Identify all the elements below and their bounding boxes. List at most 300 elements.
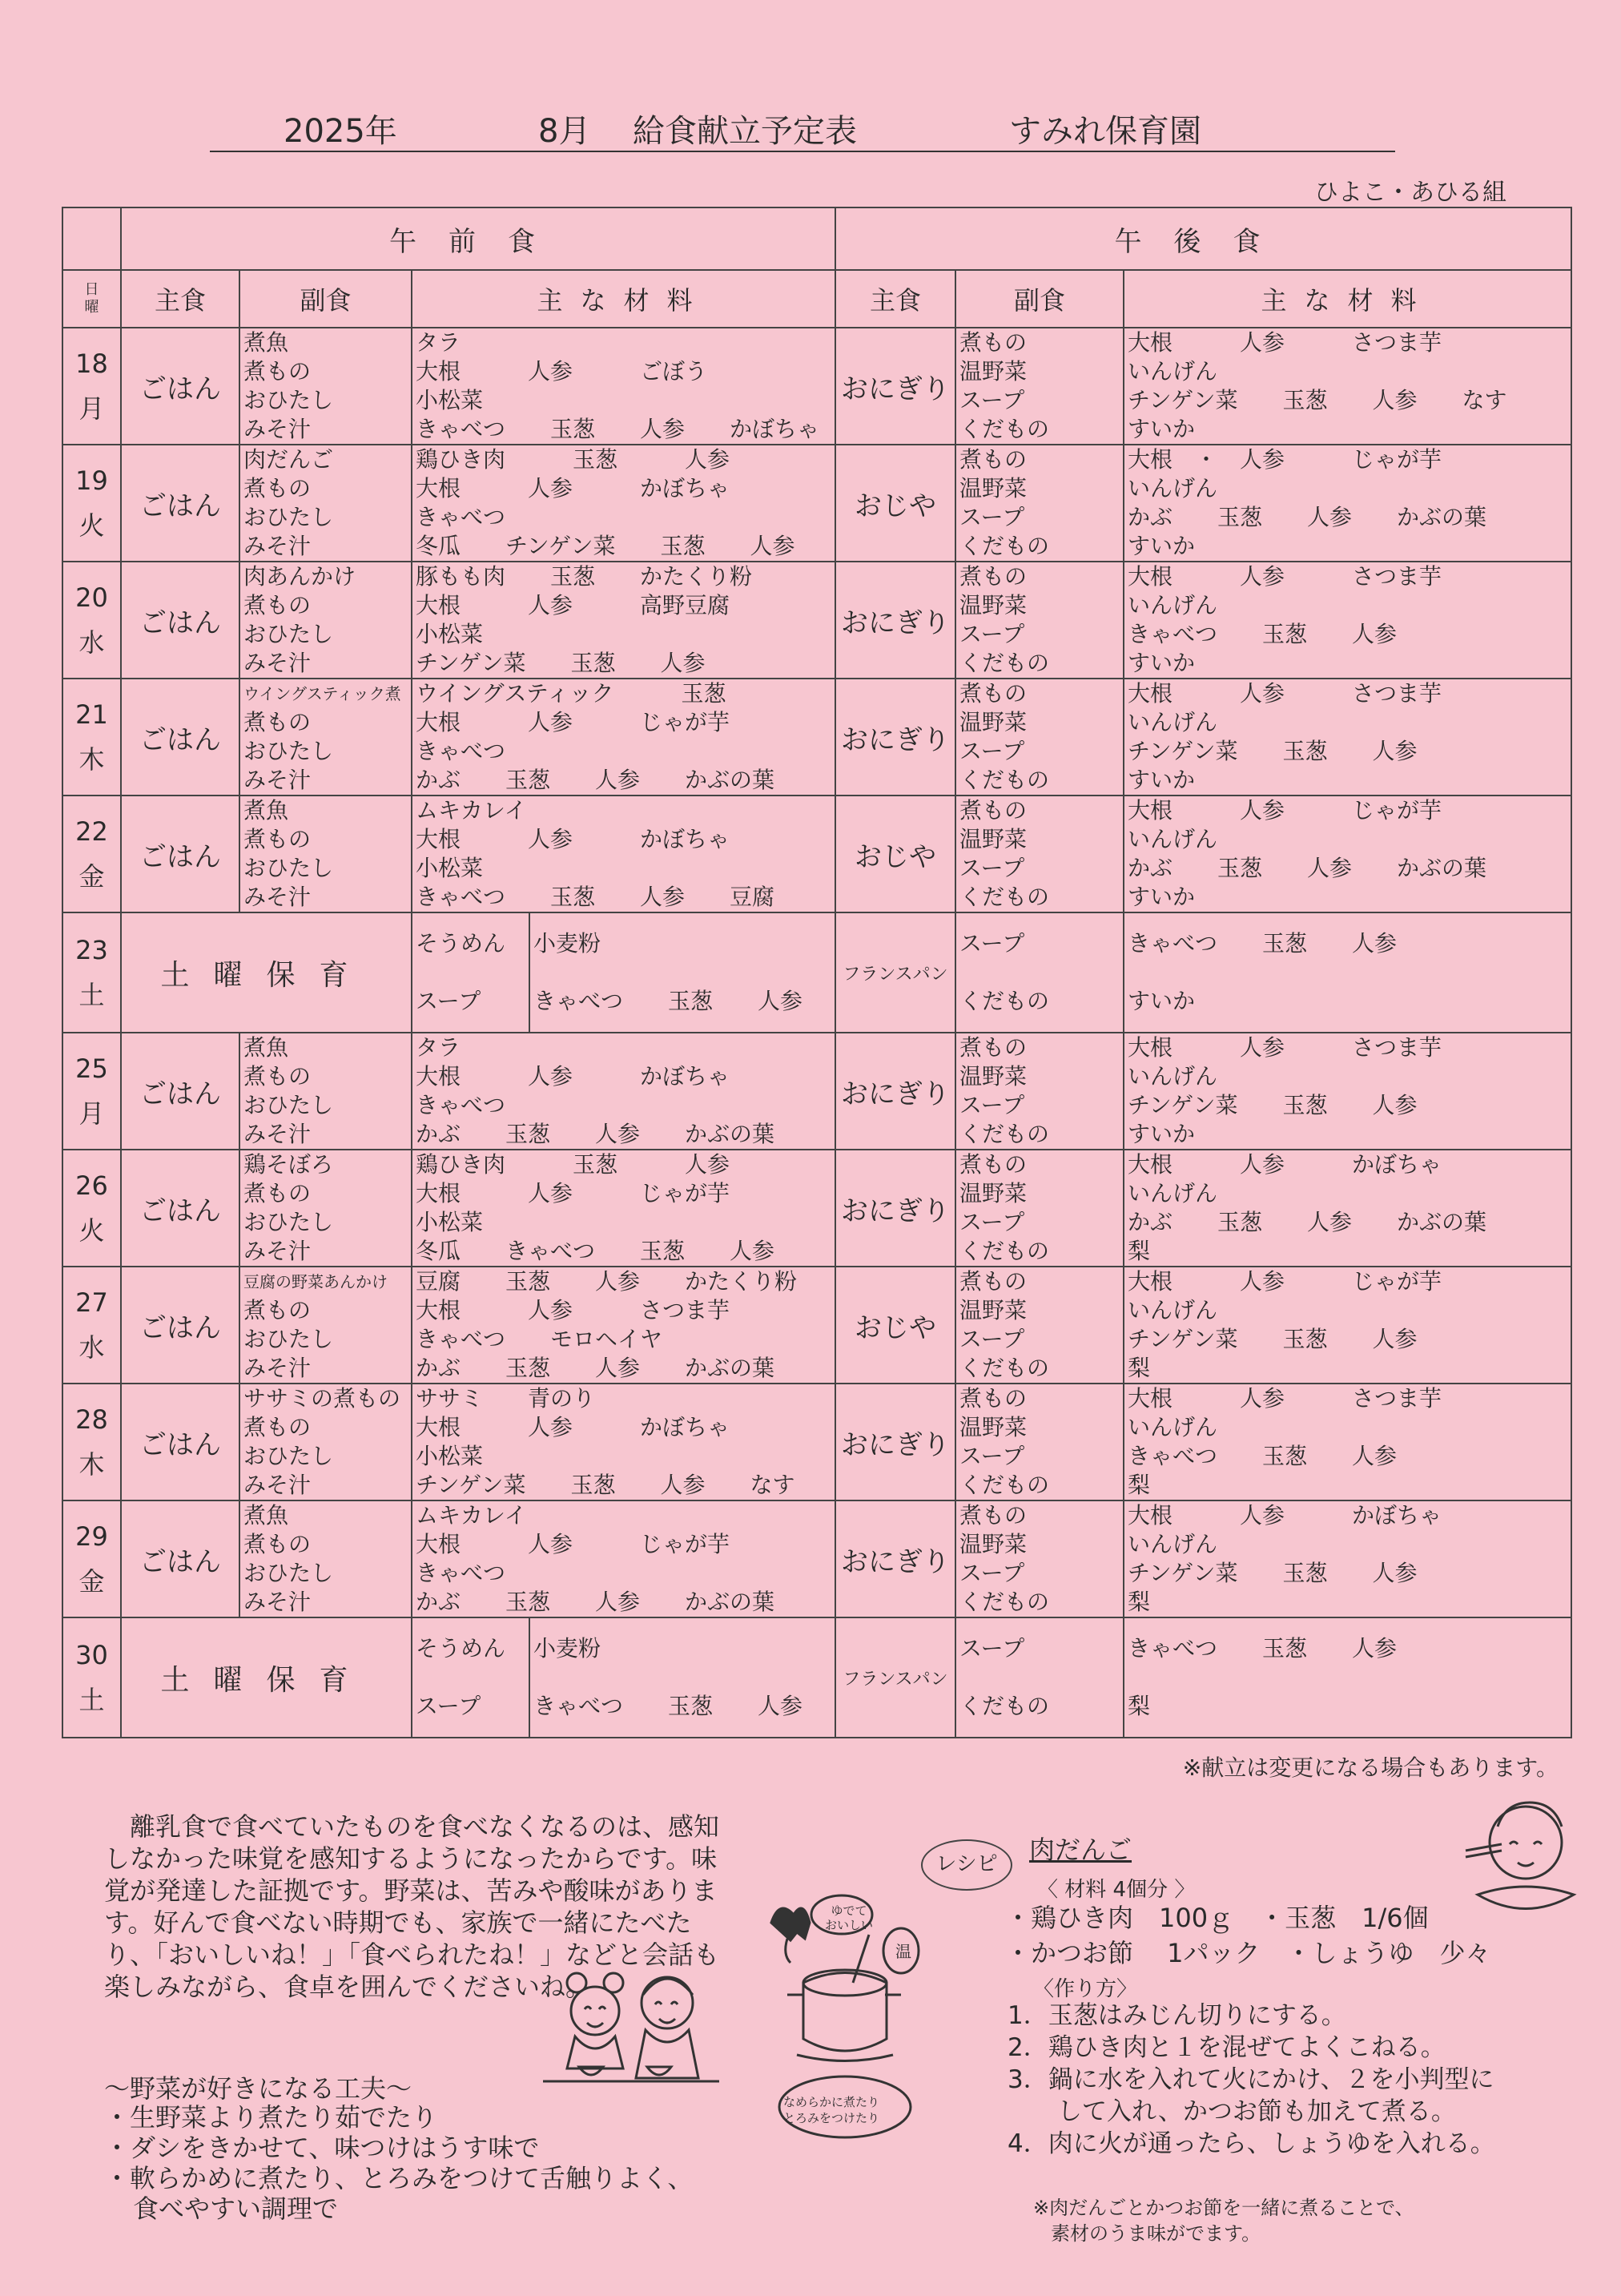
side-dish: 煮もの [243, 358, 312, 385]
side-dish: 煮もの [243, 709, 312, 735]
ingredient-line: 大根 人参 かぼちゃ [1128, 1502, 1442, 1529]
side-dish: スープ [959, 1443, 1025, 1469]
am-staple: ごはん [121, 1384, 239, 1500]
am-ingredients [412, 1384, 835, 1500]
table-row [62, 912, 1571, 1033]
ingredient-line: タラ [416, 329, 461, 356]
side-dish: 煮もの [243, 1297, 312, 1323]
spacer [1128, 960, 1567, 985]
side-dish: 温野菜 [959, 826, 1028, 852]
am-ingredients [412, 1267, 835, 1384]
ingredient-line: きゃべつ 玉葱 人参 かぼちゃ [416, 416, 820, 442]
table-row [62, 562, 1571, 679]
ingredient-line: すいか [1128, 767, 1196, 793]
side-dish: 煮魚 [243, 1502, 289, 1529]
recipe-method-label: 〈作り方〉 [1033, 1977, 1138, 2001]
ingredient-line: 大根 人参 かぼちゃ [416, 475, 730, 501]
saturday-items [412, 912, 529, 1033]
side-dish: スープ [959, 1326, 1025, 1352]
side-dish: スープ [959, 855, 1025, 881]
ingredient-line: 大根 人参 じゃが芋 [1128, 1268, 1442, 1295]
day-header-bottom: 曜 [84, 299, 99, 316]
pm-side-header: 副食 [955, 270, 1124, 328]
tip-item-continued: 食べやすい調理で [133, 2193, 339, 2224]
side-dish: スープ [959, 930, 1025, 957]
am-staple: ごはん [121, 1150, 239, 1267]
day-of-week: 土 [78, 1685, 105, 1715]
ingredient-line: 小松菜 [416, 855, 484, 881]
menu-table [62, 207, 1572, 1738]
pm-staple: フランスパン [835, 1617, 955, 1738]
side-dish: 煮もの [959, 446, 1028, 473]
day-of-week: 土 [78, 980, 105, 1010]
am-sides [239, 1150, 412, 1267]
ingredient-line: いんげん [1128, 475, 1218, 501]
pm-sides [955, 1267, 1124, 1384]
am-side-header: 副食 [239, 270, 412, 328]
side-dish: 煮魚 [243, 329, 289, 356]
side-dish: 煮もの [959, 329, 1028, 356]
bubble-text-smooth: なめらかに煮たり とろみをつけたり [783, 2095, 880, 2125]
ingredient-line: 豚もも肉 玉葱 かたくり粉 [416, 563, 753, 590]
ingredient-line: 梨 [1128, 1693, 1151, 1719]
date-cell [62, 1267, 121, 1384]
side-dish: くだもの [959, 988, 1050, 1014]
menu-item: スープ [416, 1693, 481, 1719]
day-of-week: 木 [78, 744, 105, 775]
spacer [416, 1665, 525, 1690]
table-row [62, 1150, 1571, 1267]
side-dish: おひたし [243, 1209, 334, 1235]
ingredient-line: 小麦粉 [533, 1635, 601, 1662]
side-dish: みそ汁 [243, 1121, 312, 1147]
ingredient-line: きゃべつ 玉葱 人参 [1128, 621, 1398, 647]
ingredient-line: すいか [1128, 650, 1196, 676]
pm-staple: おにぎり [835, 679, 955, 796]
side-dish: おひたし [243, 1443, 334, 1469]
ingredient-line: 小麦粉 [533, 930, 601, 957]
ingredient-line: きゃべつ 玉葱 人参 [533, 1693, 803, 1719]
pm-sides [955, 1384, 1124, 1500]
table-row [62, 445, 1571, 562]
am-ingredients [412, 1150, 835, 1267]
pm-staple: おにぎり [835, 1150, 955, 1267]
ingredient-line: 梨 [1128, 1472, 1151, 1498]
side-dish: 煮もの [959, 1502, 1028, 1529]
side-dish: くだもの [959, 884, 1050, 910]
recipe-note-line: ※肉だんごとかつお節を一緒に煮ることで、 [1033, 2197, 1414, 2219]
ingredient-line: いんげん [1128, 826, 1218, 852]
bubble-text-warm: 温 [895, 1942, 911, 1961]
ingredient-line: いんげん [1128, 592, 1218, 618]
side-dish: みそ汁 [243, 767, 312, 793]
ingredient-line: 大根 人参 じゃが芋 [416, 709, 730, 735]
am-ingredients [412, 1500, 835, 1617]
side-dish: くだもの [959, 1589, 1050, 1615]
pm-ingredients [1124, 328, 1571, 445]
pm-ingredients [1124, 796, 1571, 912]
pm-ingredients [1124, 1033, 1571, 1150]
pm-staple: おにぎり [835, 1384, 955, 1500]
ingredient-line: チンゲン菜 玉葱 人参 [1128, 1326, 1418, 1352]
ingredient-line: きゃべつ [416, 1560, 506, 1586]
side-dish: 煮もの [959, 680, 1028, 707]
date-cell [62, 328, 121, 445]
pm-staple: おにぎり [835, 328, 955, 445]
pm-header: 午後食 [835, 207, 1571, 270]
side-dish: 煮魚 [243, 1034, 289, 1061]
ingredient-line: いんげん [1128, 1297, 1218, 1323]
am-sides [239, 1384, 412, 1500]
pm-staple: おじや [835, 1267, 955, 1384]
side-dish: 煮もの [243, 592, 312, 618]
change-note: ※献立は変更になる場合もあります。 [1182, 1754, 1559, 1781]
recipe-title: 肉だんご [1029, 1835, 1132, 1865]
ingredient-line: いんげん [1128, 1180, 1218, 1206]
ingredient-line: 大根 ・ 人参 じゃが芋 [1128, 446, 1442, 473]
ingredient-line: 大根 人参 高野豆腐 [416, 592, 730, 618]
pm-sides [955, 328, 1124, 445]
ingredient-line: 大根 人参 かぼちゃ [416, 1063, 730, 1090]
date-number: 20 [75, 582, 108, 613]
menu-item: そうめん [416, 1635, 506, 1662]
date-number: 25 [75, 1053, 108, 1084]
ingredient-line: タラ [416, 1034, 461, 1061]
ingredient-line: 大根 人参 じゃが芋 [416, 1531, 730, 1557]
pm-ingredients [1124, 1150, 1571, 1267]
am-staple: ごはん [121, 445, 239, 562]
ingredient-line: きゃべつ [416, 1092, 506, 1118]
pm-sides [955, 1033, 1124, 1150]
ingredient-line: 大根 人参 さつま芋 [1128, 329, 1442, 356]
side-dish: みそ汁 [243, 416, 312, 442]
am-sides [239, 445, 412, 562]
side-dish: 煮もの [243, 1414, 312, 1440]
side-dish: 温野菜 [959, 1180, 1028, 1206]
day-of-week: 月 [78, 393, 105, 424]
ingredient-line: 小松菜 [416, 1209, 484, 1235]
side-dish: くだもの [959, 767, 1050, 793]
side-dish: ササミの煮もの [243, 1385, 401, 1412]
side-dish: くだもの [959, 650, 1050, 676]
recipe-ingredients [1005, 1900, 1491, 1971]
side-dish: おひたし [243, 504, 334, 530]
ingredient-line: ササミ 青のり [416, 1385, 596, 1412]
column-paragraph: 離乳食で食べていたものを食べなくなるのは、感知しなかった味覚を感知するようになったからです。味覚が発達した証拠です。野菜は、苦みや酸味があります。好んで食べない時期でも、家族で一緒にたべたり、「おいしいね！」「食べられたね！」などと会話も楽しみながら、食卓を囲んでくださいね。 [104, 1811, 720, 2002]
am-ingredients [412, 328, 835, 445]
ingredient-line: チンゲン菜 玉葱 人参 なす [1128, 387, 1507, 413]
am-staple-header: 主食 [121, 270, 239, 328]
side-dish: みそ汁 [243, 533, 312, 559]
side-dish: 豆腐の野菜あんかけ [243, 1272, 388, 1291]
recipe-step-continued: して入れ、かつお節も加えて煮る。 [1057, 2097, 1456, 2126]
side-dish: スープ [959, 504, 1025, 530]
pm-ingredients [1124, 1617, 1571, 1738]
am-ingredients [412, 679, 835, 796]
day-header [62, 270, 121, 328]
table-row [62, 679, 1571, 796]
ingredient-line: かぶ 玉葱 人参 かぶの葉 [416, 767, 775, 793]
ingredient-line: かぶ 玉葱 人参 かぶの葉 [1128, 855, 1487, 881]
day-of-week: 火 [78, 510, 105, 541]
ingredient-line: 冬瓜 きゃべつ 玉葱 人参 [416, 1238, 775, 1264]
recipe-ingredient-line: ・かつお節 1パック ・しょうゆ 少々 [1005, 1938, 1491, 1968]
side-dish: 温野菜 [959, 1297, 1028, 1323]
ingredient-line: 大根 人参 かぼちゃ [1128, 1151, 1442, 1178]
side-dish: ウイングスティック煮 [243, 684, 401, 703]
spacer [416, 960, 525, 985]
table-row [62, 1500, 1571, 1617]
date-number: 26 [75, 1170, 108, 1201]
ingredient-line: 大根 人参 かぼちゃ [416, 826, 730, 852]
day-of-week: 水 [78, 1332, 105, 1363]
tip-item: ・軟らかめに煮たり、とろみをつけて舌触りよく、 [104, 2163, 694, 2193]
pm-ingredients [1124, 445, 1571, 562]
side-dish: 肉あんかけ [243, 563, 356, 590]
table-row [62, 1384, 1571, 1500]
am-sides [239, 1033, 412, 1150]
am-staple: ごはん [121, 1500, 239, 1617]
ingredient-line: かぶ 玉葱 人参 かぶの葉 [1128, 1209, 1487, 1235]
date-cell [62, 912, 121, 1033]
title-month: 8月 [538, 113, 591, 150]
ingredient-line: 梨 [1128, 1589, 1151, 1615]
tip-item: ・生野菜より煮たり茹でたり [104, 2102, 438, 2133]
date-cell [62, 1617, 121, 1738]
ingredient-line: 大根 人参 かぼちゃ [416, 1414, 730, 1440]
ingredient-line: ムキカレイ [416, 1502, 527, 1529]
date-cell [62, 1033, 121, 1150]
am-ingredients [412, 562, 835, 679]
date-cell [62, 1500, 121, 1617]
ingredient-line: かぶ 玉葱 人参 かぶの葉 [1128, 504, 1487, 530]
spacer [533, 960, 831, 985]
side-dish: くだもの [959, 1472, 1050, 1498]
am-ingredients [412, 1033, 835, 1150]
side-dish: みそ汁 [243, 1355, 312, 1381]
side-dish: スープ [959, 1560, 1025, 1586]
ingredient-line: 大根 人参 じゃが芋 [1128, 797, 1442, 824]
side-dish: 煮もの [243, 475, 312, 501]
ingredient-line: 大根 人参 さつま芋 [416, 1297, 730, 1323]
side-dish: おひたし [243, 621, 334, 647]
children-eating-illustration [535, 1947, 727, 2131]
ingredient-line: いんげん [1128, 1414, 1218, 1440]
date-number: 19 [75, 465, 108, 496]
pm-ingredients [1124, 562, 1571, 679]
spacer [959, 960, 1120, 985]
am-ingredients-header: 主な材料 [412, 270, 835, 328]
tip-item: ・ダシをきかせて、味つけはうす味で [104, 2133, 540, 2163]
date-number: 21 [75, 699, 108, 730]
ingredient-line: きゃべつ 玉葱 人参 [1128, 1635, 1398, 1662]
side-dish: くだもの [959, 416, 1050, 442]
side-dish: みそ汁 [243, 1238, 312, 1264]
bubble-text-boiled: ゆでて おいしい [825, 1903, 874, 1932]
pm-sides [955, 562, 1124, 679]
pm-sides [955, 1150, 1124, 1267]
date-cell [62, 445, 121, 562]
side-dish: おひたし [243, 1092, 334, 1118]
am-staple: ごはん [121, 562, 239, 679]
side-dish: スープ [959, 738, 1025, 764]
day-of-week: 木 [78, 1449, 105, 1480]
pm-staple: フランスパン [835, 912, 955, 1033]
date-cell [62, 679, 121, 796]
ingredient-line: かぶ 玉葱 人参 かぶの葉 [416, 1589, 775, 1615]
side-dish: スープ [959, 1635, 1025, 1662]
ingredient-line: きゃべつ 玉葱 人参 [533, 988, 803, 1014]
side-dish: 温野菜 [959, 1414, 1028, 1440]
ingredient-line: すいか [1128, 1121, 1196, 1147]
day-of-week: 水 [78, 627, 105, 658]
side-dish: くだもの [959, 1355, 1050, 1381]
side-dish: 温野菜 [959, 358, 1028, 385]
ingredient-line: きゃべつ モロヘイヤ [416, 1326, 663, 1352]
ingredient-line: 小松菜 [416, 387, 484, 413]
recipe-ingredient-line: ・鶏ひき肉 100ｇ ・玉葱 1/6個 [1005, 1903, 1429, 1933]
header-blank [62, 207, 121, 270]
ingredient-line: きゃべつ [416, 738, 506, 764]
menu-item: スープ [416, 988, 481, 1014]
ingredient-line: いんげん [1128, 1063, 1218, 1090]
ingredient-line: すいか [1128, 988, 1196, 1014]
ingredient-line: チンゲン菜 玉葱 人参 なす [416, 1472, 795, 1498]
ingredient-line: いんげん [1128, 1531, 1218, 1557]
side-dish: スープ [959, 621, 1025, 647]
school-name: すみれ保育園 [1009, 113, 1201, 150]
pm-ingredients [1124, 1500, 1571, 1617]
am-staple: ごはん [121, 796, 239, 912]
date-number: 22 [75, 816, 108, 847]
side-dish: 鶏そぼろ [243, 1151, 334, 1178]
pm-ingredients [1124, 679, 1571, 796]
spacer [1128, 1665, 1567, 1690]
side-dish: 煮もの [243, 826, 312, 852]
date-number: 30 [75, 1640, 108, 1670]
side-dish: スープ [959, 1209, 1025, 1235]
pm-sides [955, 912, 1124, 1033]
side-dish: くだもの [959, 1238, 1050, 1264]
side-dish: 温野菜 [959, 592, 1028, 618]
pm-staple: おにぎり [835, 1033, 955, 1150]
page-title: 給食献立予定表 [633, 113, 857, 150]
saturday-care-label: 土曜保育 [121, 912, 412, 1033]
day-of-week: 火 [78, 1215, 105, 1246]
table-row [62, 1617, 1571, 1738]
am-ingredients [412, 796, 835, 912]
side-dish: おひたし [243, 738, 334, 764]
am-sides [239, 1267, 412, 1384]
side-dish: 煮もの [959, 1385, 1028, 1412]
side-dish: 温野菜 [959, 709, 1028, 735]
am-ingredients [412, 445, 835, 562]
pm-staple: おじや [835, 445, 955, 562]
side-dish: 煮もの [959, 1268, 1028, 1295]
ingredient-line: 大根 人参 ごぼう [416, 358, 708, 385]
ingredient-line: 鶏ひき肉 玉葱 人参 [416, 446, 730, 473]
am-staple: ごはん [121, 1033, 239, 1150]
date-number: 28 [75, 1404, 108, 1435]
spacer [533, 1665, 831, 1690]
pm-ingredients [1124, 1267, 1571, 1384]
day-header-top: 日 [84, 281, 99, 298]
side-dish: 煮もの [959, 1151, 1028, 1178]
table-row [62, 328, 1571, 445]
side-dish: 煮もの [243, 1063, 312, 1090]
recipe-step: 3．鍋に水を入れて火にかけ、２を小判型に [1008, 2065, 1494, 2094]
side-dish: スープ [959, 387, 1025, 413]
date-cell [62, 1150, 121, 1267]
ingredient-line: いんげん [1128, 358, 1218, 385]
ingredient-line: きゃべつ 玉葱 人参 [1128, 1443, 1398, 1469]
am-sides [239, 562, 412, 679]
saturday-ingredients [529, 1617, 835, 1738]
day-of-week: 月 [78, 1098, 105, 1129]
ingredient-line: 鶏ひき肉 玉葱 人参 [416, 1151, 730, 1178]
am-sides [239, 328, 412, 445]
child-with-bowl-illustration [1462, 1795, 1582, 1931]
table-row [62, 796, 1571, 912]
date-cell [62, 562, 121, 679]
date-number: 18 [75, 348, 108, 379]
ingredient-line: いんげん [1128, 709, 1218, 735]
side-dish: くだもの [959, 1121, 1050, 1147]
side-dish: 肉だんご [243, 446, 334, 473]
pm-sides [955, 796, 1124, 912]
pm-ingredients-header: 主な材料 [1124, 270, 1571, 328]
side-dish: みそ汁 [243, 1589, 312, 1615]
side-dish: みそ汁 [243, 1472, 312, 1498]
side-dish: 温野菜 [959, 475, 1028, 501]
side-dish: くだもの [959, 533, 1050, 559]
side-dish: くだもの [959, 1693, 1050, 1719]
ingredient-line: ウイングスティック 玉葱 [416, 680, 726, 707]
side-dish: おひたし [243, 855, 334, 881]
am-sides [239, 796, 412, 912]
date-cell [62, 796, 121, 912]
spacer [959, 1665, 1120, 1690]
ingredient-line: かぶ 玉葱 人参 かぶの葉 [416, 1121, 775, 1147]
am-staple: ごはん [121, 1267, 239, 1384]
pm-staple: おじや [835, 796, 955, 912]
pm-ingredients [1124, 912, 1571, 1033]
side-dish: 煮もの [959, 563, 1028, 590]
ingredient-line: 小松菜 [416, 621, 484, 647]
pm-ingredients [1124, 1384, 1571, 1500]
pm-staple: おにぎり [835, 1500, 955, 1617]
ingredient-line: 小松菜 [416, 1443, 484, 1469]
pm-staple: おにぎり [835, 562, 955, 679]
day-of-week: 金 [78, 861, 105, 892]
ingredient-line: 大根 人参 さつま芋 [1128, 680, 1442, 707]
pm-sides [955, 679, 1124, 796]
ingredient-line: かぶ 玉葱 人参 かぶの葉 [416, 1355, 775, 1381]
ingredient-line: チンゲン菜 玉葱 人参 [1128, 1560, 1418, 1586]
ingredient-line: ムキカレイ [416, 797, 527, 824]
date-cell [62, 1384, 121, 1500]
ingredient-line: すいか [1128, 416, 1196, 442]
am-staple: ごはん [121, 328, 239, 445]
side-dish: 煮もの [243, 1180, 312, 1206]
side-dish: 煮もの [959, 797, 1028, 824]
ingredient-line: 梨 [1128, 1238, 1151, 1264]
ingredient-line: きゃべつ 玉葱 人参 [1128, 930, 1398, 957]
pm-sides [955, 1617, 1124, 1738]
date-number: 23 [75, 935, 108, 965]
am-staple: ごはん [121, 679, 239, 796]
side-dish: 温野菜 [959, 1531, 1028, 1557]
